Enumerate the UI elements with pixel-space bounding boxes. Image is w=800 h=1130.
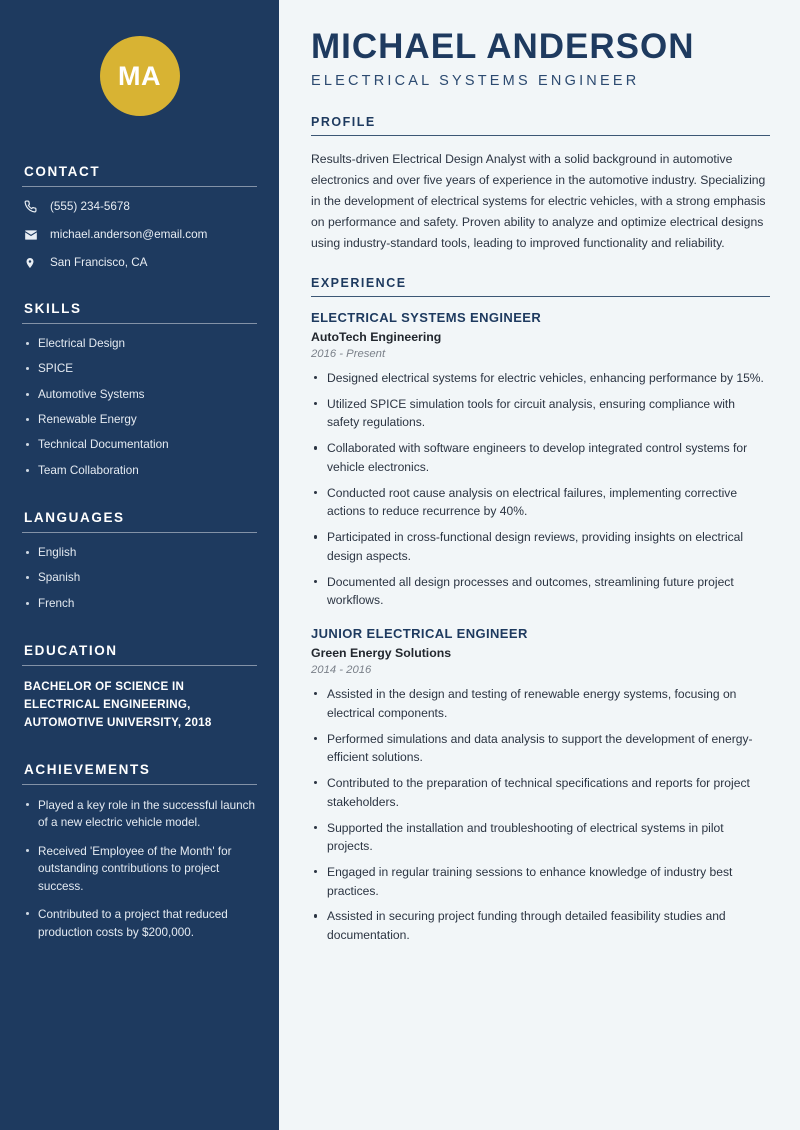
list-item: Assisted in the design and testing of renewable energy systems, focusing on electrical components. (311, 685, 770, 722)
sidebar (0, 0, 279, 1130)
contact-section (22, 164, 257, 271)
education-section (22, 643, 257, 732)
languages-divider (22, 532, 257, 533)
list-item: Team Collaboration (22, 463, 257, 480)
contact-phone-value: (555) 234-5678 (50, 200, 130, 213)
profile-heading: PROFILE (311, 114, 376, 129)
experience-bullets (311, 369, 770, 610)
contact-divider (22, 186, 257, 187)
list-item: Automotive Systems (22, 387, 257, 404)
map-pin-icon (24, 256, 42, 270)
experience-section (311, 276, 770, 945)
languages-section (22, 510, 257, 613)
list-item: Conducted root cause analysis on electrical failures, implementing corrective actions to reduce recurrence by 40%. (311, 484, 770, 521)
experience-entry (311, 310, 770, 610)
contact-item-email[interactable] (24, 227, 257, 242)
contact-item-phone[interactable] (24, 199, 257, 214)
list-item: Utilized SPICE simulation tools for circuit analysis, ensuring compliance with safety regulations. (311, 395, 770, 432)
list-item: Contributed to a project that reduced production costs by $200,000. (22, 906, 257, 941)
skills-section (22, 301, 257, 480)
avatar: MA (100, 36, 180, 116)
experience-divider (311, 296, 770, 297)
headline-job-title: ELECTRICAL SYSTEMS ENGINEER (311, 72, 640, 89)
phone-icon (24, 200, 42, 213)
list-item: SPICE (22, 361, 257, 378)
skills-heading: SKILLS (24, 300, 82, 316)
experience-role: JUNIOR ELECTRICAL ENGINEER (311, 626, 528, 642)
experience-dates: 2014 - 2016 (311, 664, 372, 677)
contact-item-location[interactable] (24, 255, 257, 270)
list-item: Contributed to the preparation of technical specifications and reports for project stakeholders. (311, 774, 770, 811)
list-item: Assisted in securing project funding through detailed feasibility studies and documentation. (311, 907, 770, 944)
profile-text: Results-driven Electrical Design Analyst with a solid background in automotive electronics and over five years of experience in the automotive industry. Specializing in the development of electrical systems for electric vehicles, with a strong emphasis on performance and safety. Proven ability to analyze and optimize electrical designs using industry-standard tools, leading to improved functionality and reliability. (311, 151, 766, 250)
languages-heading: LANGUAGES (24, 509, 125, 525)
achievements-heading: ACHIEVEMENTS (24, 761, 151, 777)
experience-company: Green Energy Solutions (311, 646, 452, 661)
experience-entry (311, 626, 770, 945)
contact-location-value: San Francisco, CA (50, 256, 148, 270)
list-item: Engaged in regular training sessions to enhance knowledge of industry best practices. (311, 863, 770, 900)
experience-role: ELECTRICAL SYSTEMS ENGINEER (311, 310, 542, 326)
skills-divider (22, 323, 257, 324)
contact-heading: CONTACT (24, 164, 101, 179)
list-item: English (22, 545, 257, 562)
list-item: Documented all design processes and outcomes, streamlining future project workflows. (311, 573, 770, 610)
list-item: Technical Documentation (22, 437, 257, 454)
list-item: Renewable Energy (22, 412, 257, 429)
languages-list (22, 545, 257, 613)
education-degree: BACHELOR OF SCIENCE IN ELECTRICAL ENGINEERING, AUTOMOTIVE UNIVERSITY, 2018 (24, 679, 212, 729)
achievements-list (22, 797, 257, 942)
main-content (279, 0, 800, 1130)
experience-heading: EXPERIENCE (311, 275, 407, 290)
experience-bullets (311, 685, 770, 945)
achievements-section (22, 762, 257, 942)
list-item: Electrical Design (22, 336, 257, 353)
page-title: MICHAEL ANDERSON (311, 27, 695, 66)
skills-list (22, 336, 257, 480)
list-item: Collaborated with software engineers to develop integrated control systems for vehicle electronics. (311, 439, 770, 476)
education-heading: EDUCATION (24, 642, 118, 658)
list-item: French (22, 596, 257, 613)
list-item: Designed electrical systems for electric vehicles, enhancing performance by 15%. (311, 369, 770, 388)
list-item: Received 'Employee of the Month' for outstanding contributions to project success. (22, 843, 257, 896)
list-item: Played a key role in the successful launch of a new electric vehicle model. (22, 797, 257, 832)
achievements-divider (22, 784, 257, 785)
experience-company: AutoTech Engineering (311, 330, 442, 345)
contact-email-value: michael.anderson@email.com (50, 228, 208, 242)
list-item: Performed simulations and data analysis to support the development of energy-efficient solutions. (311, 730, 770, 767)
list-item: Participated in cross-functional design reviews, providing insights on electrical design aspects. (311, 528, 770, 565)
experience-dates: 2016 - Present (311, 348, 386, 361)
profile-section (311, 115, 770, 254)
list-item: Supported the installation and troubleshooting of electrical systems in pilot projects. (311, 819, 770, 856)
profile-divider (311, 135, 770, 136)
avatar-wrapper (22, 0, 257, 116)
envelope-icon (24, 228, 42, 242)
education-divider (22, 665, 257, 666)
list-item: Spanish (22, 570, 257, 587)
